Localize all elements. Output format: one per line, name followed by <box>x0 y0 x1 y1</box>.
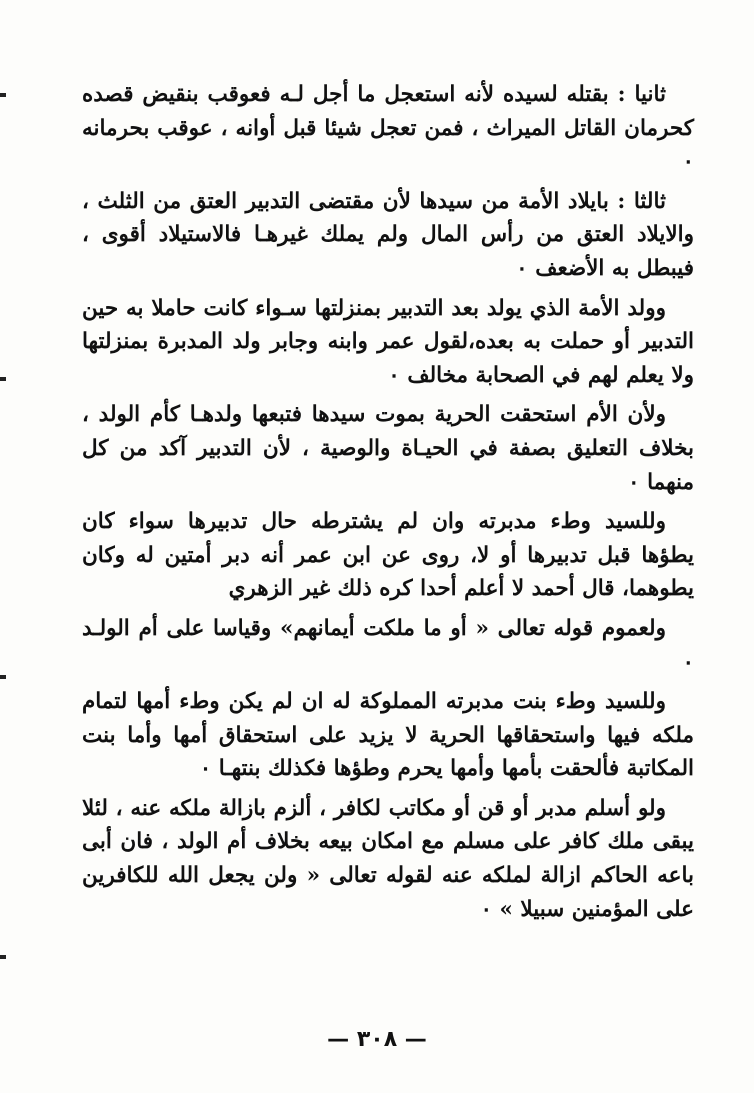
paragraph: وولد الأمة الذي يولد بعد التدبير بمنزلتها سـواء كانت حاملا به حين التدبير أو حملت به بعده،لقول عمر وابنه وجابر ولد المدبرة بمنزلتها ولا يعلم لهم في الصحابة مخالف ٠ <box>82 295 694 388</box>
margin-mark <box>0 675 6 679</box>
paragraph: وللسيد وطء مدبرته وان لم يشترطه حال تدبيرها سواء كان يطؤها قبل تدبيرها أو لا، روى عن ابن عمر أنه دبر أمتين له وكان يطوهما، قال أحمد لا أعلم أحدا كره ذلك غير الزهري <box>82 509 694 602</box>
margin-mark <box>0 955 6 959</box>
paragraph: وللسيد وطء بنت مدبرته المملوكة له ان لم يكن وطء أمها لتمام ملكه فيها واستحقاقها الحرية لا يزيد على استحقاق أمها وأما بنت المكاتبة فألحقت بأمها وأمها يحرم وطؤها فكذلك بنتهـا ٠ <box>82 689 694 782</box>
body-text <box>82 78 694 932</box>
paragraph: ثالثا : بايلاد الأمة من سيدها لأن مقتضى التدبير العتق من الثلث ، والايلاد العتق من رأس المال ولم يملك غيرهـا فالاستيلاد أقوى ، فيبطل به الأضعف ٠ <box>82 188 694 281</box>
margin-mark <box>0 377 6 381</box>
paragraph: ولأن الأم استحقت الحرية بموت سيدها فتبعها ولدهـا كأم الولد ، بخلاف التعليق بصفة في الحيـاة والوصية ، لأن التدبير آكد من كل منهما ٠ <box>82 402 694 495</box>
paragraph: ثانيا : بقتله لسيده لأنه استعجل ما أجل لـه فعوقب بنقيض قصده كحرمان القاتل الميراث ، فمن تعجل شيئا قبل أوانه ، عوقب بحرمانه ٠ <box>82 82 694 175</box>
paragraph: ولو أسلم مدبر أو قن أو مكاتب لكافر ، ألزم بازالة ملكه عنه ، لئلا يبقى ملك كافر على مسلم مع امكان بيعه بخلاف أم الولد ، فان أبى باعه الحاكم ازالة لملكه عنه لقوله تعالى « ولن يجعل الله للكافرين على المؤمنين سبيلا » ٠ <box>82 795 694 922</box>
paragraph: ولعموم قوله تعالى « أو ما ملكت أيمانهم» وقياسا على أم الولـد ٠ <box>82 615 694 675</box>
margin-mark <box>0 93 6 97</box>
page-number: — ٣٠٨ — <box>327 1027 427 1052</box>
